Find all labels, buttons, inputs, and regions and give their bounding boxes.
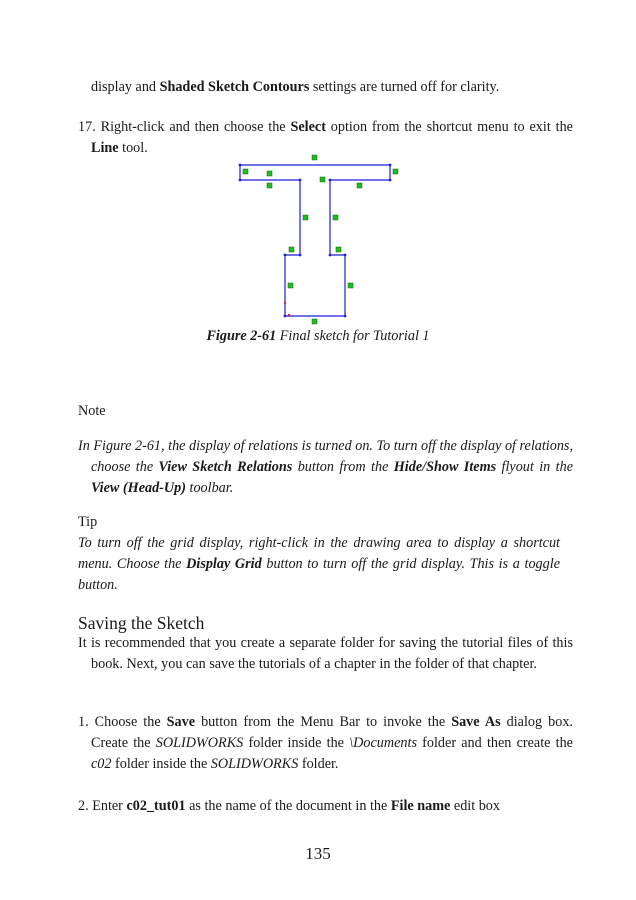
relation-icon — [243, 169, 248, 174]
relation-icon — [289, 247, 294, 252]
step-1: 1. Choose the Save button from the Menu Bar to invoke the Save As dialog box. Create the SOLIDWORKS folder inside the \Documents folder and then create the c02 folder inside the SOLIDWORKS folder. — [78, 714, 573, 772]
relation-icon — [393, 169, 398, 174]
relation-icon — [336, 247, 341, 252]
note-text: In Figure 2-61, the display of relations is turned on. To turn off the display of relations, choose the View Sketch Relations button from the Hide/Show Items flyout in the View (Head-Up) toolbar. — [78, 438, 574, 496]
endpoints — [239, 164, 392, 318]
section-heading: Saving the Sketch — [78, 613, 205, 633]
relation-icon — [333, 215, 338, 220]
step-17: 17. Right-click and then choose the Select option from the shortcut menu to exit the Line tool. — [78, 119, 573, 156]
relation-icon — [357, 183, 362, 188]
relation-icon — [312, 319, 317, 324]
relation-icon — [267, 183, 272, 188]
relation-icon — [267, 171, 272, 176]
step-2: 2. Enter c02_tut01 as the name of the document in the File name edit box — [78, 798, 500, 814]
paragraph-continuation: display and Shaded Sketch Contours settings are turned off for clarity. — [91, 79, 500, 95]
note-label: Note — [78, 403, 106, 419]
relation-icon — [320, 177, 325, 182]
relation-icon — [288, 283, 293, 288]
page-number: 135 — [305, 844, 331, 863]
relation-icon — [303, 215, 308, 220]
saving-intro: It is recommended that you create a separate folder for saving the tutorial files of this book. Next, you can save the tutorials of a chapter in the folder of that chapter. — [78, 635, 573, 672]
figure-caption: Figure 2-61 Final sketch for Tutorial 1 — [206, 328, 430, 344]
relation-icon — [348, 283, 353, 288]
relation-icon — [312, 155, 317, 160]
tip-label: Tip — [78, 514, 98, 530]
sketch-outline — [240, 165, 390, 316]
tip-text: To turn off the grid display, right-click in the drawing area to display a shortcut menu. Choose the Display Grid button to turn off the grid display. This is a toggle button. — [78, 535, 560, 593]
